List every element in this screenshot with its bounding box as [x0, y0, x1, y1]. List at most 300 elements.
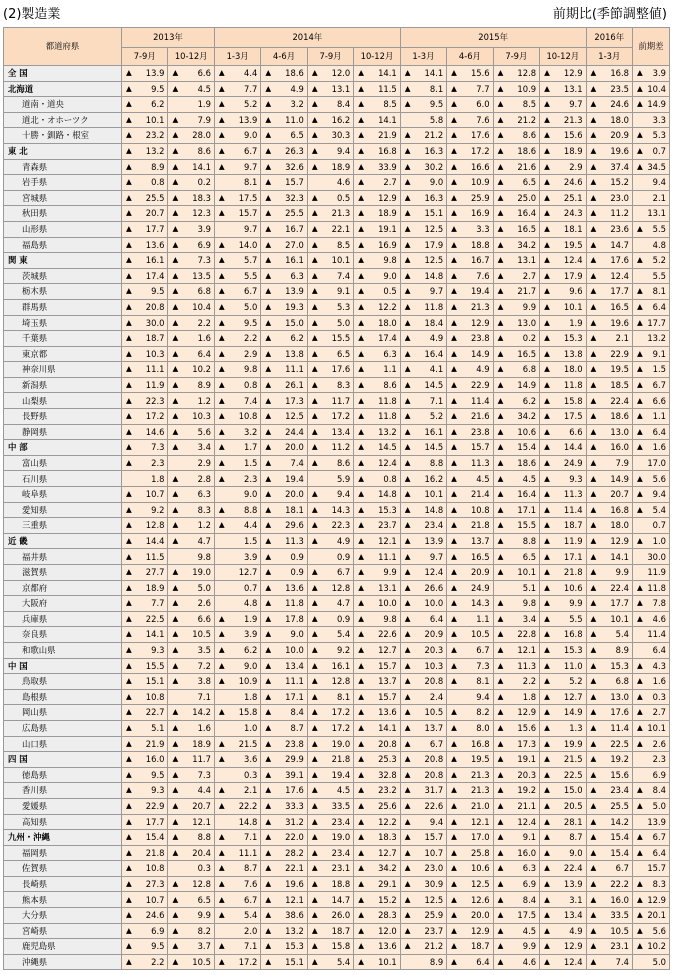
value-cell: ▲ 10.9: [493, 81, 539, 97]
value-cell: ▲ 10.8: [447, 502, 493, 518]
value-cell: ▲ 2.2: [214, 331, 260, 347]
value-cell: ▲ 32.8: [354, 767, 400, 783]
prefecture-name: 十勝・釧路・根室: [4, 128, 122, 144]
value-cell: 1.9: [168, 97, 214, 113]
value-cell: 9.4: [447, 689, 493, 705]
quarter-header: 7-9月: [307, 48, 353, 66]
value-cell: ▲ 23.4: [400, 518, 446, 534]
value-cell: ▲ 10.7: [122, 892, 168, 908]
value-cell: ▲ 10.3: [122, 346, 168, 362]
value-cell: ▲ 13.6: [354, 705, 400, 721]
value-cell: ▲ 14.7: [586, 237, 632, 253]
value-cell: ▲ 1.8: [493, 689, 539, 705]
value-cell: ▲ 7.1: [214, 939, 260, 955]
value-cell: ▲ 9.1: [633, 346, 670, 362]
value-cell: ▲ 19.6: [586, 315, 632, 331]
value-cell: ▲ 20.7: [168, 798, 214, 814]
value-cell: ▲ 2.3: [214, 471, 260, 487]
value-cell: ▲ 9.9: [354, 565, 400, 581]
value-cell: ▲ 13.4: [261, 658, 307, 674]
value-cell: ▲ 15.3: [586, 658, 632, 674]
value-cell: ▲ 19.4: [261, 471, 307, 487]
value-cell: ▲ 6.7: [214, 284, 260, 300]
value-cell: ▲ 6.7: [400, 736, 446, 752]
value-cell: ▲ 14.3: [447, 596, 493, 612]
value-cell: 0.7: [633, 518, 670, 534]
value-cell: ▲ 10.6: [540, 580, 586, 596]
value-cell: ▲ 13.9: [122, 66, 168, 82]
value-cell: ▲ 7.7: [214, 81, 260, 97]
value-cell: ▲ 20.3: [493, 767, 539, 783]
table-row: [4, 299, 670, 315]
value-cell: ▲ 1.3: [540, 720, 586, 736]
value-cell: ▲ 8.3: [307, 377, 353, 393]
value-cell: ▲ 4.4: [214, 518, 260, 534]
value-cell: ▲ 8.4: [261, 705, 307, 721]
value-cell: ▲ 18.7: [540, 518, 586, 534]
value-cell: ▲ 6.2: [122, 97, 168, 113]
value-cell: ▲ 6.5: [307, 346, 353, 362]
value-cell: ▲ 10.5: [400, 705, 446, 721]
prefecture-name: 兵庫県: [4, 611, 122, 627]
table-row: [4, 705, 670, 721]
value-cell: ▲ 15.4: [586, 845, 632, 861]
value-cell: ▲ 1.6: [633, 440, 670, 456]
value-cell: ▲ 9.7: [540, 97, 586, 113]
value-cell: ▲ 9.0: [214, 658, 260, 674]
value-cell: ▲ 3.4: [493, 611, 539, 627]
prefecture-name: 三重県: [4, 518, 122, 534]
value-cell: ▲ 6.0: [447, 97, 493, 113]
value-cell: ▲ 6.7: [586, 861, 632, 877]
value-cell: ▲ 4.6: [633, 611, 670, 627]
value-cell: ▲ 8.2: [447, 705, 493, 721]
value-cell: ▲ 22.5: [122, 611, 168, 627]
value-cell: ▲ 15.5: [307, 331, 353, 347]
value-cell: ▲ 13.9: [400, 533, 446, 549]
value-cell: ▲ 24.9: [447, 580, 493, 596]
value-cell: 14.8: [214, 814, 260, 830]
value-cell: ▲ 6.7: [447, 642, 493, 658]
value-cell: ▲ 17.5: [493, 908, 539, 924]
value-cell: ▲ 12.3: [168, 206, 214, 222]
value-cell: ▲ 13.8: [540, 346, 586, 362]
value-cell: ▲ 8.9: [122, 159, 168, 175]
value-cell: 8.9: [400, 954, 446, 970]
value-cell: ▲ 23.8: [447, 424, 493, 440]
value-cell: ▲ 29.6: [261, 518, 307, 534]
value-cell: ▲ 24.6: [122, 908, 168, 924]
value-cell: ▲ 25.9: [447, 190, 493, 206]
region-row: [4, 752, 670, 768]
value-cell: ▲ 14.0: [214, 237, 260, 253]
value-cell: ▲ 12.4: [400, 565, 446, 581]
value-cell: ▲ 20.0: [261, 440, 307, 456]
value-cell: ▲ 0.2: [493, 331, 539, 347]
value-cell: 17.0: [633, 455, 670, 471]
value-cell: ▲ 12.4: [540, 954, 586, 970]
value-cell: ▲ 9.8: [354, 611, 400, 627]
value-cell: ▲ 14.4: [540, 440, 586, 456]
value-cell: ▲ 3.9: [633, 66, 670, 82]
value-cell: ▲ 15.6: [586, 767, 632, 783]
value-cell: ▲ 23.2: [354, 783, 400, 799]
value-cell: ▲ 7.3: [168, 253, 214, 269]
region-row: [4, 658, 670, 674]
value-cell: ▲ 5.7: [214, 253, 260, 269]
quarter-header: 4-6月: [447, 48, 493, 66]
value-cell: ▲ 15.2: [586, 175, 632, 191]
value-cell: ▲ 6.3: [261, 268, 307, 284]
value-cell: ▲ 6.4: [168, 346, 214, 362]
value-cell: ▲ 13.6: [122, 237, 168, 253]
value-cell: ▲ 18.9: [122, 580, 168, 596]
value-cell: ▲ 12.7: [354, 642, 400, 658]
value-cell: ▲ 22.8: [493, 627, 539, 643]
value-cell: ▲ 21.8: [122, 845, 168, 861]
value-cell: ▲ 18.3: [354, 830, 400, 846]
table-row: [4, 674, 670, 690]
value-cell: ▲ 10.6: [447, 861, 493, 877]
value-cell: ▲ 12.9: [447, 923, 493, 939]
value-cell: ▲ 0.3: [633, 689, 670, 705]
value-cell: ▲ 19.5: [540, 237, 586, 253]
value-cell: ▲ 8.4: [307, 97, 353, 113]
value-cell: ▲ 24.3: [540, 206, 586, 222]
value-cell: ▲ 0.5: [354, 284, 400, 300]
value-cell: ▲ 7.4: [307, 268, 353, 284]
value-cell: ▲ 8.8: [214, 502, 260, 518]
value-cell: ▲ 10.1: [122, 112, 168, 128]
value-cell: ▲ 14.8: [354, 487, 400, 503]
value-cell: ▲ 37.4: [586, 159, 632, 175]
value-cell: ▲ 15.7: [214, 206, 260, 222]
prefecture-name: 静岡県: [4, 424, 122, 440]
value-cell: ▲ 13.1: [354, 580, 400, 596]
value-cell: ▲ 22.1: [261, 861, 307, 877]
value-cell: ▲ 22.6: [354, 627, 400, 643]
value-cell: ▲ 22.4: [586, 393, 632, 409]
value-cell: ▲ 15.0: [540, 783, 586, 799]
value-cell: ▲ 14.1: [354, 66, 400, 82]
value-cell: ▲ 17.6: [586, 705, 632, 721]
value-cell: ▲ 8.0: [447, 720, 493, 736]
value-cell: 5.9: [307, 471, 353, 487]
value-cell: ▲ 15.7: [261, 175, 307, 191]
value-cell: ▲ 9.2: [122, 502, 168, 518]
value-cell: ▲ 9.5: [122, 81, 168, 97]
value-cell: ▲ 8.9: [586, 642, 632, 658]
table-row: [4, 845, 670, 861]
value-cell: ▲ 17.9: [540, 268, 586, 284]
value-cell: ▲ 13.7: [447, 533, 493, 549]
table-row: [4, 939, 670, 955]
value-cell: 13.2: [633, 331, 670, 347]
value-cell: ▲ 20.8: [400, 752, 446, 768]
value-cell: ▲ 13.9: [540, 876, 586, 892]
value-cell: ▲ 23.7: [354, 518, 400, 534]
prefecture-name: 山口県: [4, 736, 122, 752]
value-cell: ▲ 19.3: [261, 299, 307, 315]
table-row: [4, 642, 670, 658]
value-cell: ▲ 9.7: [214, 159, 260, 175]
value-cell: ▲ 9.0: [214, 128, 260, 144]
value-cell: ▲ 21.3: [307, 206, 353, 222]
value-cell: ▲ 11.1: [261, 674, 307, 690]
value-cell: ▲ 15.4: [122, 830, 168, 846]
quarter-header: 7-9月: [493, 48, 539, 66]
value-cell: ▲ 20.9: [586, 128, 632, 144]
value-cell: ▲ 14.9: [493, 377, 539, 393]
value-cell: ▲ 15.5: [493, 518, 539, 534]
value-cell: ▲ 12.9: [540, 939, 586, 955]
value-cell: ▲ 5.5: [633, 221, 670, 237]
value-cell: ▲ 7.1: [214, 830, 260, 846]
value-cell: ▲ 25.0: [493, 190, 539, 206]
value-cell: ▲ 3.9: [214, 627, 260, 643]
value-cell: 0.3: [168, 861, 214, 877]
value-cell: 6.9: [633, 767, 670, 783]
value-cell: ▲ 7.9: [586, 455, 632, 471]
value-cell: 0.9: [307, 549, 353, 565]
value-cell: ▲ 12.4: [493, 814, 539, 830]
value-cell: ▲ 18.0: [354, 315, 400, 331]
value-cell: ▲ 6.4: [633, 299, 670, 315]
value-cell: ▲ 15.7: [354, 658, 400, 674]
value-cell: ▲ 3.2: [214, 424, 260, 440]
table-row: [4, 159, 670, 175]
value-cell: ▲ 15.1: [122, 674, 168, 690]
value-cell: ▲ 4.9: [447, 362, 493, 378]
data-table: [3, 27, 670, 970]
value-cell: ▲ 29.9: [261, 752, 307, 768]
value-cell: ▲ 10.1: [493, 565, 539, 581]
value-cell: ▲ 12.4: [354, 455, 400, 471]
value-cell: ▲ 10.9: [214, 674, 260, 690]
value-cell: ▲ 9.6: [540, 284, 586, 300]
value-cell: 9.8: [168, 549, 214, 565]
value-cell: ▲ 18.0: [586, 112, 632, 128]
value-cell: ▲ 19.0: [307, 736, 353, 752]
value-cell: ▲ 18.3: [168, 190, 214, 206]
value-cell: ▲ 1.7: [214, 440, 260, 456]
value-cell: ▲ 19.2: [586, 752, 632, 768]
value-cell: ▲ 22.2: [586, 876, 632, 892]
table-row: [4, 206, 670, 222]
value-cell: ▲ 18.1: [540, 221, 586, 237]
table-row: [4, 315, 670, 331]
value-cell: ▲ 19.6: [261, 876, 307, 892]
table-row: [4, 580, 670, 596]
value-cell: ▲ 5.6: [633, 923, 670, 939]
value-cell: ▲ 0.5: [307, 190, 353, 206]
table-row: [4, 954, 670, 970]
value-cell: 13.1: [633, 206, 670, 222]
value-cell: ▲ 18.0: [540, 362, 586, 378]
value-cell: ▲ 9.5: [214, 315, 260, 331]
value-cell: 13.9: [633, 814, 670, 830]
value-cell: ▲ 11.8: [633, 580, 670, 596]
value-cell: ▲ 17.5: [540, 409, 586, 425]
region-row: [4, 253, 670, 269]
value-cell: ▲ 15.7: [447, 440, 493, 456]
value-cell: ▲ 33.3: [261, 798, 307, 814]
value-cell: ▲ 20.0: [261, 487, 307, 503]
value-cell: ▲ 12.0: [307, 66, 353, 82]
value-cell: ▲ 16.0: [586, 892, 632, 908]
quarter-header: 10-12月: [168, 48, 214, 66]
value-cell: ▲ 12.0: [354, 923, 400, 939]
quarter-header: 1-3月: [400, 48, 446, 66]
value-cell: ▲ 17.7: [633, 315, 670, 331]
table-row: [4, 284, 670, 300]
value-cell: ▲ 5.2: [214, 97, 260, 113]
value-cell: ▲ 13.4: [307, 424, 353, 440]
value-cell: ▲ 7.6: [447, 268, 493, 284]
value-cell: ▲ 15.4: [493, 440, 539, 456]
value-cell: ▲ 8.8: [168, 830, 214, 846]
prefecture-name: 愛知県: [4, 502, 122, 518]
value-cell: ▲ 17.8: [261, 611, 307, 627]
value-cell: ▲ 30.2: [400, 159, 446, 175]
value-cell: ▲ 3.2: [261, 97, 307, 113]
prefecture-name: 福島県: [4, 237, 122, 253]
value-cell: ▲ 18.9: [354, 206, 400, 222]
value-cell: ▲ 4.5: [447, 471, 493, 487]
value-cell: ▲ 17.7: [586, 284, 632, 300]
value-cell: ▲ 9.0: [400, 175, 446, 191]
value-cell: ▲ 28.2: [261, 845, 307, 861]
value-cell: ▲ 10.7: [122, 487, 168, 503]
value-cell: ▲ 7.2: [168, 658, 214, 674]
quarter-header: 4-6月: [261, 48, 307, 66]
table-row: [4, 565, 670, 581]
value-cell: ▲ 32.3: [261, 190, 307, 206]
value-cell: ▲ 2.7: [354, 175, 400, 191]
year-header: 2014年: [214, 28, 400, 48]
table-row: [4, 175, 670, 191]
value-cell: ▲ 18.7: [447, 939, 493, 955]
value-cell: ▲ 11.2: [586, 206, 632, 222]
value-cell: ▲ 10.2: [633, 939, 670, 955]
value-cell: ▲ 10.1: [540, 299, 586, 315]
header-note: 前期比(季節調整値): [552, 7, 667, 22]
value-cell: ▲ 18.6: [261, 66, 307, 82]
value-cell: ▲ 23.5: [586, 81, 632, 97]
value-cell: ▲ 20.7: [122, 206, 168, 222]
value-cell: ▲ 19.5: [586, 362, 632, 378]
table-row: [4, 112, 670, 128]
value-cell: 15.7: [633, 861, 670, 877]
value-cell: ▲ 7.4: [261, 455, 307, 471]
region-name: 九州・沖縄: [4, 830, 122, 846]
value-cell: ▲ 18.5: [586, 377, 632, 393]
value-cell: ▲ 1.2: [168, 393, 214, 409]
value-cell: ▲ 10.3: [400, 658, 446, 674]
value-cell: ▲ 12.1: [354, 533, 400, 549]
value-cell: ▲ 6.6: [540, 424, 586, 440]
value-cell: ▲ 6.7: [633, 830, 670, 846]
region-name: 近 畿: [4, 533, 122, 549]
value-cell: ▲ 5.4: [307, 954, 353, 970]
value-cell: ▲ 13.0: [586, 689, 632, 705]
value-cell: ▲ 5.4: [307, 627, 353, 643]
prefecture-name: 宮崎県: [4, 923, 122, 939]
value-cell: ▲ 6.8: [586, 674, 632, 690]
value-cell: ▲ 4.4: [214, 66, 260, 82]
value-cell: ▲ 8.5: [354, 97, 400, 113]
value-cell: ▲ 9.0: [354, 268, 400, 284]
value-cell: ▲ 19.1: [493, 752, 539, 768]
value-cell: ▲ 5.2: [400, 409, 446, 425]
value-cell: ▲ 1.1: [354, 362, 400, 378]
value-cell: ▲ 21.3: [447, 767, 493, 783]
value-cell: ▲ 8.2: [168, 923, 214, 939]
value-cell: ▲ 8.6: [168, 143, 214, 159]
value-cell: ▲ 10.9: [447, 175, 493, 191]
value-cell: ▲ 30.9: [400, 876, 446, 892]
value-cell: ▲ 0.9: [261, 565, 307, 581]
value-cell: ▲ 18.6: [493, 455, 539, 471]
region-name: 全 国: [4, 66, 122, 82]
prefecture-name: 鳥取県: [4, 674, 122, 690]
value-cell: ▲ 9.0: [261, 627, 307, 643]
value-cell: ▲ 14.6: [122, 424, 168, 440]
value-cell: ▲ 15.3: [354, 502, 400, 518]
value-cell: ▲ 5.2: [633, 253, 670, 269]
value-cell: ▲ 5.0: [168, 580, 214, 596]
value-cell: ▲ 6.6: [168, 611, 214, 627]
value-cell: ▲ 7.7: [122, 596, 168, 612]
value-cell: ▲ 10.1: [586, 611, 632, 627]
value-cell: ▲ 16.7: [447, 253, 493, 269]
value-cell: 11.9: [633, 565, 670, 581]
value-cell: ▲ 10.8: [122, 861, 168, 877]
value-cell: ▲ 8.3: [633, 876, 670, 892]
value-cell: ▲ 11.2: [307, 440, 353, 456]
value-cell: ▲ 1.0: [633, 533, 670, 549]
value-cell: 5.1: [493, 580, 539, 596]
region-row: [4, 830, 670, 846]
value-cell: ▲ 1.5: [214, 455, 260, 471]
value-cell: ▲ 5.6: [633, 471, 670, 487]
value-cell: ▲ 2.6: [633, 736, 670, 752]
value-cell: ▲ 14.1: [168, 159, 214, 175]
value-cell: ▲ 13.0: [586, 424, 632, 440]
value-cell: 1.0: [214, 720, 260, 736]
prefecture-name: 山形県: [4, 221, 122, 237]
table-body: [4, 66, 670, 970]
value-cell: ▲ 22.1: [307, 221, 353, 237]
value-cell: ▲ 10.0: [354, 596, 400, 612]
value-cell: ▲ 17.7: [122, 814, 168, 830]
value-cell: ▲ 26.1: [261, 377, 307, 393]
value-cell: ▲ 21.2: [400, 939, 446, 955]
value-cell: ▲ 16.4: [493, 206, 539, 222]
prefecture-name: 山梨県: [4, 393, 122, 409]
value-cell: ▲ 13.7: [354, 674, 400, 690]
value-cell: ▲ 14.9: [540, 705, 586, 721]
value-cell: ▲ 9.1: [493, 830, 539, 846]
prefecture-name: 秋田県: [4, 206, 122, 222]
value-cell: ▲ 9.9: [586, 565, 632, 581]
value-cell: ▲ 12.2: [354, 299, 400, 315]
value-cell: ▲ 2.2: [493, 674, 539, 690]
value-cell: ▲ 15.6: [540, 128, 586, 144]
prefecture-name: 大阪府: [4, 596, 122, 612]
value-cell: ▲ 9.8: [493, 596, 539, 612]
value-cell: ▲ 28.0: [168, 128, 214, 144]
